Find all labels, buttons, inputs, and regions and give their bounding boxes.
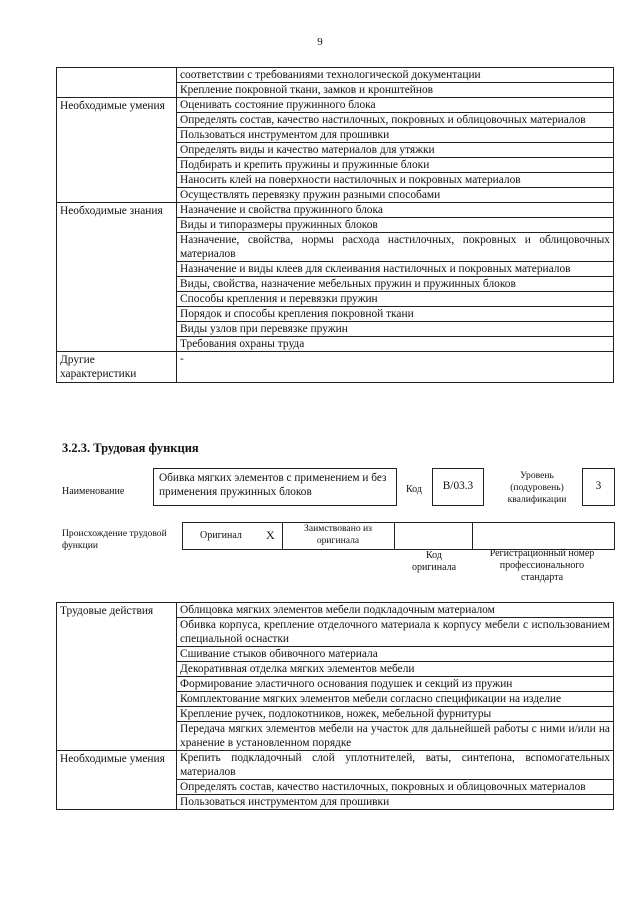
code-value-box bbox=[432, 468, 484, 506]
table-cell: Крепление ручек, подлокотников, ножек, мебельной фурнитуры bbox=[177, 707, 614, 722]
table-cell: Определять состав, качество настилочных, покровных и облицовочных материалов bbox=[177, 113, 614, 128]
table-cell: Виды и типоразмеры пружинных блоков bbox=[177, 218, 614, 233]
table-row bbox=[57, 603, 614, 618]
row-label-skills-2: Необходимые умения bbox=[57, 751, 177, 810]
table-cell: Декоративная отделка мягких элементов мебели bbox=[177, 662, 614, 677]
table-cell: Комплектование мягких элементов мебели согласно спецификации на изделие bbox=[177, 692, 614, 707]
table-cell: Назначение и свойства пружинного блока bbox=[177, 203, 614, 218]
table-row bbox=[57, 751, 614, 780]
table-cell: - bbox=[177, 352, 614, 383]
origin-code-label: Код оригинала bbox=[411, 550, 457, 573]
table-cell: Назначение и виды клеев для склеивания настилочных и покровных материалов bbox=[177, 262, 614, 277]
table-cell: Крепить подкладочный слой уплотнителей, ваты, синтепона, вспомогательных материалов bbox=[177, 751, 614, 780]
table-cell: Пользоваться инструментом для прошивки bbox=[177, 128, 614, 143]
table-cell: Крепление покровной ткани, замков и кронштейнов bbox=[177, 83, 614, 98]
table-row bbox=[57, 68, 614, 83]
origin-box bbox=[182, 522, 615, 550]
table-cell: Передача мягких элементов мебели на участок для дальнейшей работы с ними и/или на хранение в установленном порядке bbox=[177, 722, 614, 751]
table-cell: Пользоваться инструментом для прошивки bbox=[177, 795, 614, 810]
origin-label: Происхождение трудовой функции bbox=[62, 528, 167, 551]
code-label: Код bbox=[406, 484, 422, 495]
row-label-knowledge: Необходимые знания bbox=[57, 203, 177, 352]
page-number: 9 bbox=[317, 36, 323, 48]
row-label-actions: Трудовые действия bbox=[57, 603, 177, 751]
table-cell: Облицовка мягких элементов мебели подкладочным материалом bbox=[177, 603, 614, 618]
table-cell: Формирование эластичного основания подушек и секций из пружин bbox=[177, 677, 614, 692]
table-cell: Назначение, свойства, нормы расхода настилочных, покровных и облицовочных материалов bbox=[177, 233, 614, 262]
reg-number-label: Регистрационный номер профессионального стандарта bbox=[489, 548, 595, 583]
table-cell: Оценивать состояние пружинного блока bbox=[177, 98, 614, 113]
table-cell: Сшивание стыков обивочного материала bbox=[177, 647, 614, 662]
table-row bbox=[57, 352, 614, 383]
name-label: Наименование bbox=[62, 486, 125, 497]
table-cell: соответствии с требованиями технологической документации bbox=[177, 68, 614, 83]
row-label-skills: Необходимые умения bbox=[57, 98, 177, 203]
table-cell: Определять состав, качество настилочных, покровных и облицовочных материалов bbox=[177, 780, 614, 795]
name-value-box bbox=[153, 468, 397, 506]
table-cell: Обивка корпуса, крепление отделочного материала к корпусу мебели с использованием специальной оснастки bbox=[177, 618, 614, 647]
requirements-table bbox=[56, 67, 614, 383]
table-row bbox=[57, 98, 614, 113]
original-mark: X bbox=[266, 528, 275, 542]
row-label-other: Другие характеристики bbox=[57, 352, 177, 383]
code-value: B/03.3 bbox=[442, 480, 474, 492]
table-cell: Наносить клей на поверхности настилочных и покровных материалов bbox=[177, 173, 614, 188]
table-cell: Определять виды и качество материалов для утяжки bbox=[177, 143, 614, 158]
table-cell: Виды узлов при перевязке пружин bbox=[177, 322, 614, 337]
level-value-box bbox=[582, 468, 615, 506]
table-cell: Виды, свойства, назначение мебельных пружин и пружинных блоков bbox=[177, 277, 614, 292]
level-value: 3 bbox=[595, 480, 602, 492]
table-cell: Способы крепления и перевязки пружин bbox=[177, 292, 614, 307]
table-cell: Требования охраны труда bbox=[177, 337, 614, 352]
original-label: Оригинал bbox=[200, 530, 242, 541]
labor-functions-table bbox=[56, 602, 614, 810]
table-cell: Осуществлять перевязку пружин разными способами bbox=[177, 188, 614, 203]
name-value: Обивка мягких элементов с применением и без применения пружинных блоков bbox=[159, 472, 387, 498]
level-label: Уровень (подуровень) квалификации bbox=[507, 470, 567, 505]
borrowed-label: Заимствовано из оригинала bbox=[304, 523, 372, 546]
table-row bbox=[57, 203, 614, 218]
table-cell: Порядок и способы крепления покровной ткани bbox=[177, 307, 614, 322]
table-cell: Подбирать и крепить пружины и пружинные блоки bbox=[177, 158, 614, 173]
row-label bbox=[57, 68, 177, 98]
section-title: 3.2.3. Трудовая функция bbox=[62, 441, 199, 455]
